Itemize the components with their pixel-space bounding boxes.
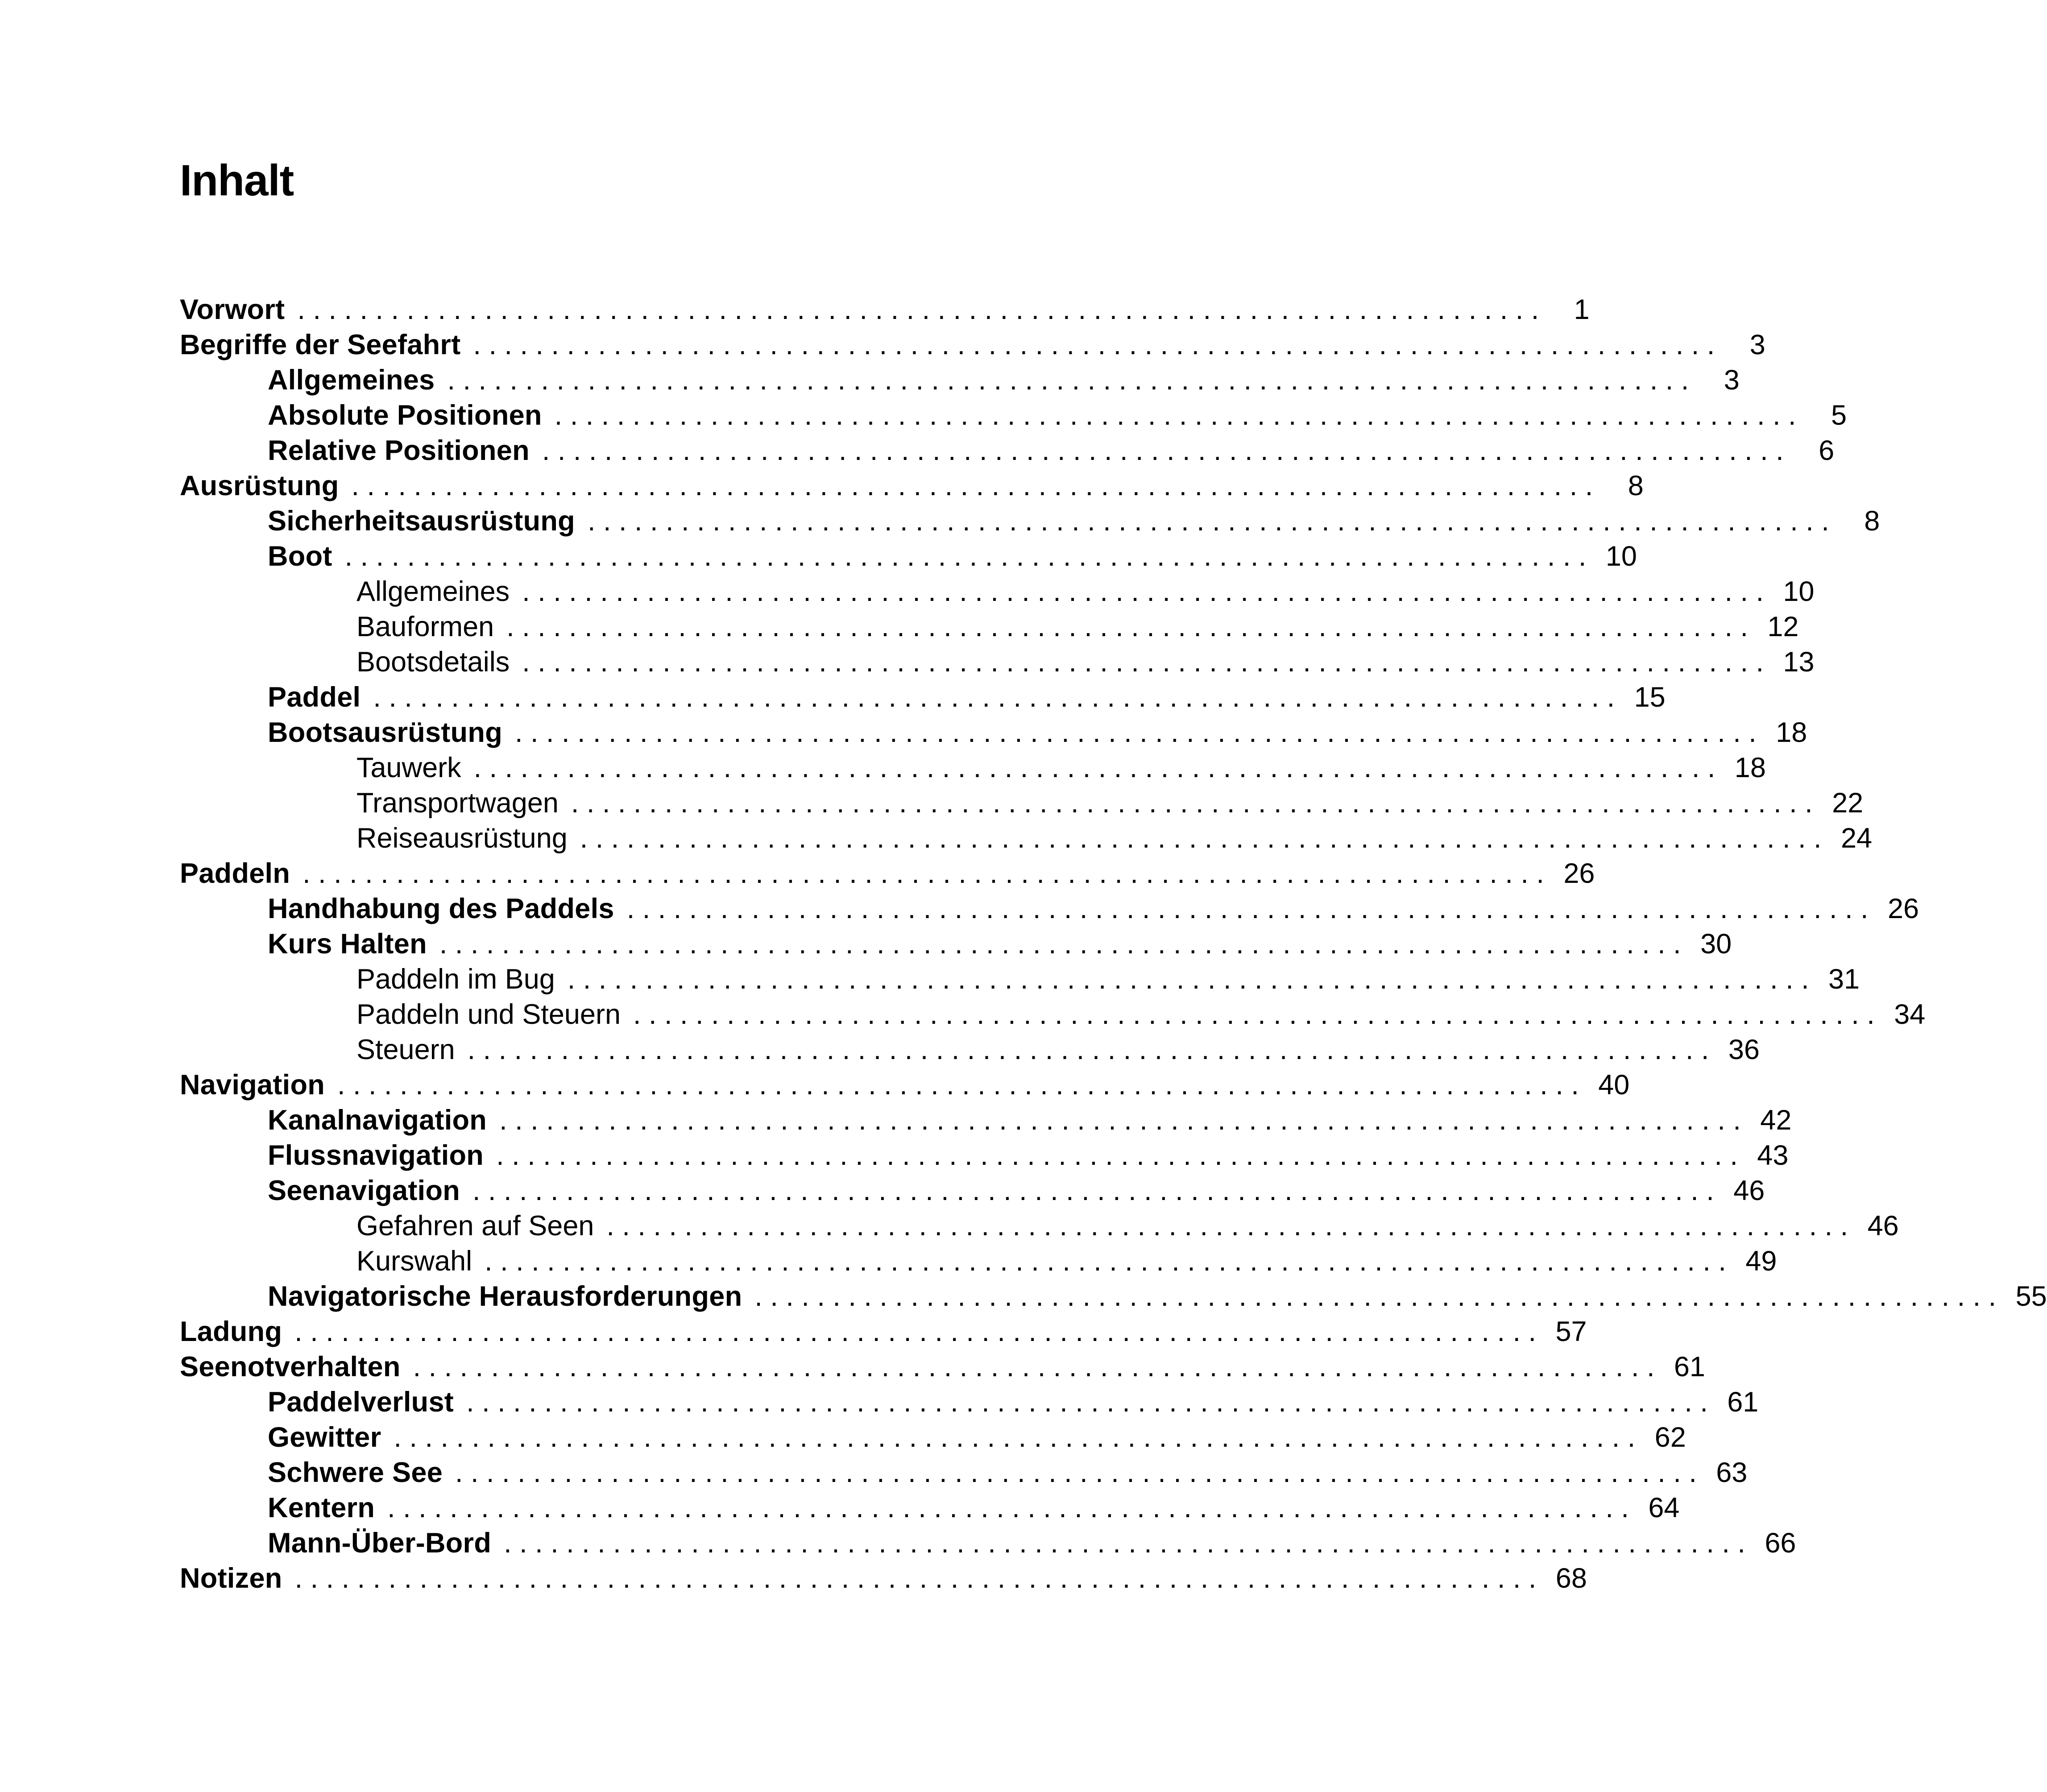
toc-entry-bauformen-10 (180, 609, 1799, 645)
toc-entry-title: Tauwerk (356, 752, 461, 783)
toc-entry-title: Seenavigation (268, 1175, 460, 1206)
toc-dot-leader: ................................................................................ (472, 1175, 1722, 1206)
toc-entry-relative-positionen-5 (180, 433, 1835, 468)
toc-entry-title: Gefahren auf Seen (356, 1210, 594, 1242)
toc-dot-leader: ................................................................................ (754, 1281, 2004, 1312)
toc-entry-navigatorische-herausforderungen-29 (180, 1279, 2047, 1314)
toc-dot-leader: ................................................................................ (485, 1246, 1734, 1277)
toc-page-number: 3 (1749, 329, 1765, 360)
toc-page-number: 62 (1654, 1422, 1686, 1453)
toc-entry-title: Bootsdetails (356, 646, 510, 678)
toc-page-number: 5 (1831, 400, 1847, 431)
toc-page-number: 31 (1828, 964, 1860, 995)
toc-dot-leader: ................................................................................ (466, 1386, 1716, 1418)
toc-entry-title: Navigatorische Herausforderungen (268, 1281, 742, 1312)
toc-page-number: 46 (1733, 1175, 1765, 1206)
toc-entry-boot-8 (180, 539, 1637, 574)
toc-entry-title: Kentern (268, 1492, 375, 1523)
toc-entry-title: Allgemeines (268, 364, 435, 396)
toc-entry-paddelverlust-32 (180, 1385, 1759, 1420)
toc-entry-schwere-see-34 (180, 1455, 1748, 1490)
toc-page-number: 63 (1716, 1457, 1748, 1488)
toc-entry-paddeln-17 (180, 856, 1595, 891)
toc-entry-title: Sicherheitsausrüstung (268, 505, 575, 537)
toc-entry-allgemeines-9 (180, 574, 1815, 609)
toc-page-number: 42 (1760, 1105, 1792, 1136)
toc-dot-leader: ................................................................................ (554, 400, 1804, 431)
toc-entry-title: Steuern (356, 1034, 455, 1065)
toc-entry-gewitter-33 (180, 1420, 1686, 1455)
toc-dot-leader: ................................................................................ (439, 928, 1689, 960)
toc-page-number: 30 (1700, 928, 1732, 960)
toc-entry-ladung-30 (180, 1314, 1587, 1349)
toc-entry-steuern-22 (180, 1032, 1760, 1068)
toc-entry-title: Bootsausrüstung (268, 717, 503, 748)
toc-page-number: 55 (2015, 1281, 2047, 1312)
toc-entry-flussnavigation-25 (180, 1138, 1789, 1173)
toc-page-number: 49 (1745, 1246, 1777, 1277)
toc-dot-leader: ................................................................................ (294, 1316, 1544, 1347)
toc-entry-absolute-positionen-4 (180, 398, 1847, 433)
toc-entry-seenotverhalten-31 (180, 1349, 1705, 1385)
toc-entry-paddel-12 (180, 680, 1666, 715)
toc-entry-kurs-halten-19 (180, 927, 1732, 962)
toc-dot-leader: ................................................................................ (394, 1422, 1643, 1453)
toc-entry-title: Paddeln im Bug (356, 964, 555, 995)
toc-entry-title: Mann-Über-Bord (268, 1527, 492, 1559)
toc-entry-allgemeines-3 (180, 363, 1740, 398)
toc-entry-title: Begriffe der Seefahrt (180, 329, 461, 360)
toc-page-number: 26 (1563, 858, 1595, 889)
toc-entry-title: Kurswahl (356, 1246, 472, 1277)
toc-entry-title: Boot (268, 541, 332, 572)
toc-entry-title: Bauformen (356, 611, 494, 642)
toc-entry-sicherheitsausruestung-7 (180, 504, 1880, 539)
toc-page-number: 15 (1634, 682, 1666, 713)
toc-entry-title: Paddelverlust (268, 1386, 454, 1418)
toc-entry-kentern-35 (180, 1490, 1680, 1526)
toc-entry-begriffe-der-seefahrt-2 (180, 327, 1765, 363)
toc-entry-title: Seenotverhalten (180, 1351, 401, 1382)
toc-page-number: 66 (1765, 1527, 1796, 1559)
toc-entry-title: Notizen (180, 1563, 282, 1594)
toc-page-number: 10 (1605, 541, 1637, 572)
toc-dot-leader: ................................................................................ (294, 1563, 1544, 1594)
toc-dot-leader: ................................................................................ (373, 682, 1623, 713)
toc-dot-leader: ................................................................................ (297, 294, 1547, 325)
toc-entry-title: Absolute Positionen (268, 400, 542, 431)
toc-dot-leader: ................................................................................ (606, 1210, 1856, 1242)
toc-entry-paddeln-im-bug-20 (180, 962, 1860, 997)
toc-page-number: 40 (1598, 1069, 1630, 1101)
toc-page-number: 12 (1767, 611, 1799, 642)
toc-dot-leader: ................................................................................ (344, 541, 1594, 572)
toc-dot-leader: ................................................................................ (447, 364, 1697, 396)
toc-page-number: 26 (1887, 893, 1919, 924)
toc-entry-title: Vorwort (180, 294, 285, 325)
toc-dot-leader: ................................................................................ (567, 964, 1817, 995)
toc-dot-leader: ................................................................................ (522, 646, 1772, 678)
toc-entry-navigation-23 (180, 1068, 1630, 1103)
toc-dot-leader: ................................................................................ (587, 505, 1837, 537)
toc-page-number: 10 (1783, 576, 1815, 607)
toc-entry-title: Kanalnavigation (268, 1105, 487, 1136)
toc-page-number: 8 (1628, 470, 1644, 501)
toc-entry-title: Paddel (268, 682, 361, 713)
toc-dot-leader: ................................................................................ (571, 787, 1821, 819)
toc-entry-title: Handhabung des Paddels (268, 893, 614, 924)
toc-entry-title: Ladung (180, 1316, 282, 1347)
toc-dot-leader: ................................................................................ (413, 1351, 1662, 1382)
toc-entry-reiseausruestung-16 (180, 821, 1873, 856)
toc-dot-leader: ................................................................................ (626, 893, 1877, 924)
toc-dot-leader: ................................................................................ (387, 1492, 1637, 1523)
toc-dot-leader: ................................................................................ (633, 999, 1883, 1030)
toc-entry-notizen-37 (180, 1561, 1587, 1596)
toc-entry-kurswahl-28 (180, 1244, 1777, 1279)
toc-dot-leader: ................................................................................ (506, 611, 1756, 642)
toc-entry-transportwagen-15 (180, 786, 1864, 821)
toc-entry-title: Transportwagen (356, 787, 559, 819)
toc-entry-seenavigation-26 (180, 1173, 1765, 1208)
toc-dot-leader: ................................................................................ (455, 1457, 1705, 1488)
toc-page-number: 24 (1840, 823, 1873, 854)
toc-dot-leader: ................................................................................ (337, 1069, 1587, 1101)
toc-entry-tauwerk-14 (180, 750, 1766, 786)
toc-entry-title: Relative Positionen (268, 435, 530, 466)
toc-entry-handhabung-des-paddels-18 (180, 891, 1919, 927)
toc-entry-mann-ueber-bord-36 (180, 1526, 1796, 1561)
toc-entry-paddeln-und-steuern-21 (180, 997, 1926, 1032)
toc-entry-title: Navigation (180, 1069, 325, 1101)
toc-page-number: 3 (1724, 364, 1740, 396)
toc-entry-title: Ausrüstung (180, 470, 339, 501)
toc-dot-leader: ................................................................................ (496, 1140, 1746, 1171)
toc-page-number: 61 (1727, 1386, 1759, 1418)
toc-page-number: 64 (1648, 1492, 1680, 1523)
toc-entry-title: Paddeln (180, 858, 290, 889)
toc-dot-leader: ................................................................................ (473, 329, 1723, 360)
toc-entry-bootsausruestung-13 (180, 715, 1807, 750)
toc-page-number: 68 (1555, 1563, 1587, 1594)
toc-dot-leader: ................................................................................ (522, 576, 1772, 607)
toc-dot-leader: ................................................................................ (542, 435, 1792, 466)
page-title: Inhalt (180, 156, 294, 205)
toc-entry-title: Flussnavigation (268, 1140, 484, 1171)
toc-page-number: 57 (1555, 1316, 1587, 1347)
toc-dot-leader: ................................................................................ (467, 1034, 1717, 1065)
toc-page-number: 1 (1574, 294, 1590, 325)
toc-page-number: 43 (1757, 1140, 1789, 1171)
toc-entry-title: Paddeln und Steuern (356, 999, 621, 1030)
toc-dot-leader: ................................................................................ (504, 1527, 1753, 1559)
toc-dot-leader: ................................................................................ (515, 717, 1765, 748)
toc-entry-title: Reiseausrüstung (356, 823, 568, 854)
toc-page-number: 46 (1867, 1210, 1899, 1242)
toc-page-number: 8 (1864, 505, 1880, 537)
toc-entry-title: Kurs Halten (268, 928, 427, 960)
toc-entry-title: Schwere See (268, 1457, 443, 1488)
toc-page-number: 6 (1819, 435, 1835, 466)
toc-entry-title: Allgemeines (356, 576, 510, 607)
toc-dot-leader: ................................................................................ (302, 858, 1552, 889)
toc-dot-leader: ................................................................................ (499, 1105, 1749, 1136)
toc-page-number: 34 (1894, 999, 1926, 1030)
toc-page-number: 22 (1832, 787, 1864, 819)
toc-dot-leader: ................................................................................ (580, 823, 1830, 854)
toc-page-number: 36 (1728, 1034, 1760, 1065)
toc-entry-gefahren-auf-seen-27 (180, 1208, 1899, 1244)
toc-page-number: 61 (1674, 1351, 1705, 1382)
toc-entry-kanalnavigation-24 (180, 1103, 1792, 1138)
toc-entry-title: Gewitter (268, 1422, 381, 1453)
toc-entry-bootsdetails-11 (180, 645, 1815, 680)
table-of-contents (180, 292, 2047, 1596)
toc-entry-vorwort-1 (180, 292, 1590, 327)
toc-page-number: 18 (1734, 752, 1766, 783)
toc-dot-leader: ................................................................................ (473, 752, 1723, 783)
toc-page-number: 13 (1783, 646, 1815, 678)
toc-dot-leader: ................................................................................ (351, 470, 1601, 501)
toc-page-number: 18 (1776, 717, 1807, 748)
toc-entry-ausruestung-6 (180, 468, 1644, 504)
